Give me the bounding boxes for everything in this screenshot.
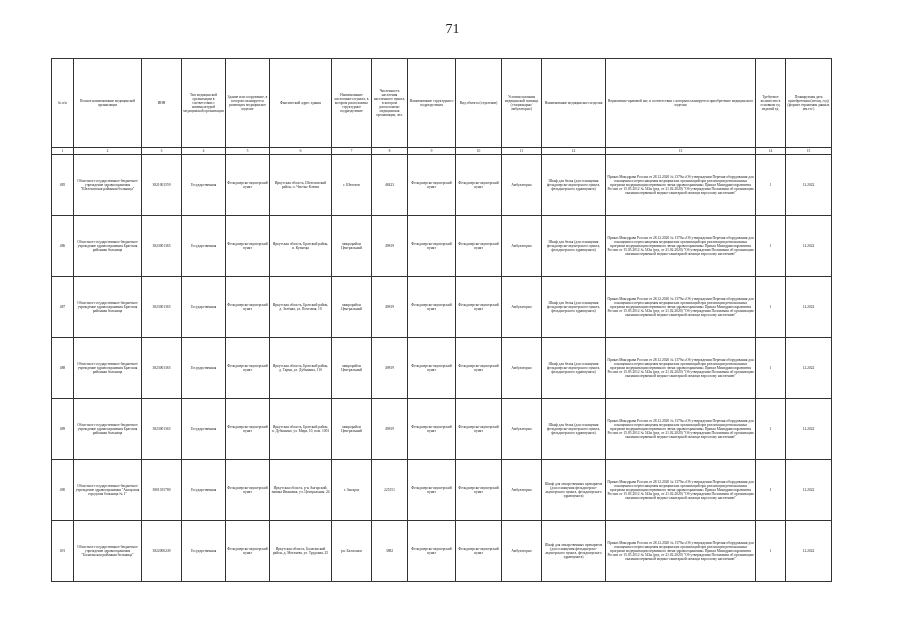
column-header: Требуемое количество в основном ед. изделий ед. [756,59,786,148]
cell-kind: Фельдшерско-акушерский пункт [456,216,502,277]
column-number: 14 [756,148,786,155]
cell-inn: 3821001559 [142,155,182,216]
cell-n: 490 [52,460,74,521]
column-header: № п/п [52,59,74,148]
cell-device: Шкаф для белья (для оснащения фельдшерско-акушерского пункта, фельдшерского здравпункта) [542,277,606,338]
cell-type: Государственная [182,460,226,521]
cell-type: Государственная [182,399,226,460]
cell-qty: 1 [756,460,786,521]
column-number-row [52,148,832,155]
cell-qty: 1 [756,521,786,582]
cell-settlement: рп. Балаганск [332,521,372,582]
cell-settlement: микрорайон Центральный [332,216,372,277]
header-row [52,59,832,148]
cell-unit: Фельдшерско-акушерский пункт [408,338,456,399]
cell-n: 486 [52,216,74,277]
cell-unit: Фельдшерско-акушерский пункт [408,460,456,521]
cell-act: Приказ Минздрава России от 28.12.2020 № 1379н «Об утверждении Перечня оборудования для оснащения и переоснащения медицинских организаций при реализации региональных программ модернизации первичного звена здравоохранения» Приказ Минздравсоцразвития России от 15.05.2012 № 543н (ред. от 21.02.2020) "Об утверждении Положения об организации оказания первичной медико-санитарной помощи взрослому населению" [606,460,756,521]
cell-org: Областное государственное бюджетное учреждение здравоохранения Братская районная больница [74,216,142,277]
cell-org: Областное государственное бюджетное учреждение здравоохранения "Шелеховская районная больница" [74,155,142,216]
cell-org: Областное государственное бюджетное учреждение здравоохранения "Балаганская районная больница" [74,521,142,582]
cell-qty: 1 [756,277,786,338]
column-number: 4 [182,148,226,155]
cell-date: 12.2022 [786,216,832,277]
cell-settlement: микрорайон Центральный [332,277,372,338]
column-header: Планируемая дата приобретения (месяц, год) (формат отражения данных мм.ггг.) [786,59,832,148]
cell-population: 49819 [372,399,408,460]
cell-org: Областное государственное бюджетное учреждение здравоохранения Братская районная больница [74,399,142,460]
table-row [52,338,832,399]
cell-cond: Амбулаторно [502,338,542,399]
column-number: 8 [372,148,408,155]
registry-table [51,58,832,582]
cell-settlement: микрорайон Центральный [332,399,372,460]
cell-population: 49819 [372,277,408,338]
cell-qty: 1 [756,399,786,460]
cell-cond: Амбулаторно [502,399,542,460]
cell-n: 491 [52,521,74,582]
cell-date: 12.2022 [786,399,832,460]
column-number: 15 [786,148,832,155]
cell-settlement: г. Ангарск [332,460,372,521]
cell-qty: 1 [756,216,786,277]
cell-address: Иркутская область, Братский район, п. Дубынино, ул. Мира, 10, пом. 1001 [270,399,332,460]
cell-unit: Фельдшерско-акушерский пункт [408,155,456,216]
cell-act: Приказ Минздрава России от 28.12.2020 № 1379н «Об утверждении Перечня оборудования для оснащения и переоснащения медицинских организаций при реализации региональных программ модернизации первичного звена здравоохранения» Приказ Минздравсоцразвития России от 15.05.2012 № 543н (ред. от 21.02.2020) "Об утверждении Положения об организации оказания первичной медико-санитарной помощи взрослому населению" [606,521,756,582]
cell-act: Приказ Минздрава России от 28.12.2020 № 1379н «Об утверждении Перечня оборудования для оснащения и переоснащения медицинских организаций при реализации региональных программ модернизации первичного звена здравоохранения» Приказ Минздравсоцразвития России от 15.05.2012 № 543н (ред. от 21.02.2020) "Об утверждении Положения об организации оказания первичной медико-санитарной помощи взрослому населению" [606,277,756,338]
table-row [52,521,832,582]
cell-act: Приказ Минздрава России от 28.12.2020 № 1379н «Об утверждении Перечня оборудования для оснащения и переоснащения медицинских организаций при реализации региональных программ модернизации первичного звена здравоохранения» Приказ Минздравсоцразвития России от 15.05.2012 № 543н (ред. от 21.02.2020) "Об утверждении Положения об организации оказания первичной медико-санитарной помощи взрослому населению" [606,216,756,277]
column-number: 10 [456,148,502,155]
cell-org: Областное государственное бюджетное учреждение здравоохранения "Ангарская городская больница № 1" [74,460,142,521]
cell-kind: Фельдшерско-акушерский пункт [456,399,502,460]
column-header: Наименование медицинского изделия [542,59,606,148]
cell-cond: Амбулаторно [502,277,542,338]
page-number: 71 [445,22,460,37]
cell-building: Фельдшерско-акушерский пункт [226,399,270,460]
cell-unit: Фельдшерско-акушерский пункт [408,399,456,460]
cell-inn: 3823001365 [142,277,182,338]
table-row [52,155,832,216]
column-header: Наименование структурного подразделения [408,59,456,148]
column-number: 6 [270,148,332,155]
cell-unit: Фельдшерско-акушерский пункт [408,521,456,582]
column-header: Наименование населенного пункта, в котором расположено структурное подразделение [332,59,372,148]
cell-date: 12.2022 [786,277,832,338]
cell-building: Фельдшерско-акушерский пункт [226,155,270,216]
cell-kind: Фельдшерско-акушерский пункт [456,155,502,216]
cell-act: Приказ Минздрава России от 28.12.2020 № 1379н «Об утверждении Перечня оборудования для оснащения и переоснащения медицинских организаций при реализации региональных программ модернизации первичного звена здравоохранения» Приказ Минздравсоцразвития России от 15.05.2012 № 543н (ред. от 21.02.2020) "Об утверждении Положения об организации оказания первичной медико-санитарной помощи взрослому населению" [606,155,756,216]
table-row [52,460,832,521]
cell-kind: Фельдшерско-акушерский пункт [456,521,502,582]
cell-building: Фельдшерско-акушерский пункт [226,460,270,521]
cell-address: Иркутская область, Шелеховский район, п. Чистые Ключи [270,155,332,216]
column-header: Тип медицинской организации в соответствии с номенклатурой медицинской организации [182,59,226,148]
cell-address: Иркутская область, Балаганский район, д. Метляева, ул. Трудовая, 25 [270,521,332,582]
cell-qty: 1 [756,338,786,399]
column-header: Нормативно-правовой акт, в соответствии с которым планируется приобретение медицинского изделия [606,59,756,148]
table-row [52,277,832,338]
cell-date: 12.2022 [786,460,832,521]
cell-kind: Фельдшерско-акушерский пункт [456,338,502,399]
cell-settlement: г. Шелехов [332,155,372,216]
column-number: 3 [142,148,182,155]
cell-population: 48423 [372,155,408,216]
cell-device: Шкаф для белья (для оснащения фельдшерско-акушерского пункта, фельдшерского здравпункта) [542,338,606,399]
column-number: 5 [226,148,270,155]
cell-cond: Амбулаторно [502,521,542,582]
cell-unit: Фельдшерско-акушерский пункт [408,216,456,277]
column-number: 1 [52,148,74,155]
cell-device: Шкаф для белья (для оснащения фельдшерско-акушерского пункта, фельдшерского здравпункта) [542,216,606,277]
cell-type: Государственная [182,155,226,216]
cell-type: Государственная [182,216,226,277]
cell-type: Государственная [182,521,226,582]
column-header: Здание или сооружение, в котором планируется размещать медицинское изделие [226,59,270,148]
cell-type: Государственная [182,338,226,399]
column-header: Численность населения населенного пункта, в котором расположено медицинская организация, чел. [372,59,408,148]
cell-building: Фельдшерско-акушерский пункт [226,277,270,338]
cell-act: Приказ Минздрава России от 28.12.2020 № 1379н «Об утверждении Перечня оборудования для оснащения и переоснащения медицинских организаций при реализации региональных программ модернизации первичного звена здравоохранения» Приказ Минздравсоцразвития России от 15.05.2012 № 543н (ред. от 21.02.2020) "Об утверждении Положения об организации оказания первичной медико-санитарной помощи взрослому населению" [606,338,756,399]
cell-address: Иркутская область, р-н Ангарский, заимка Ивановка, ул. Центральная, 24 [270,460,332,521]
column-header: ИНН [142,59,182,148]
column-number: 13 [606,148,756,155]
cell-act: Приказ Минздрава России от 28.12.2020 № 1379н «Об утверждении Перечня оборудования для оснащения и переоснащения медицинских организаций при реализации региональных программ модернизации первичного звена здравоохранения» Приказ Минздравсоцразвития России от 15.05.2012 № 543н (ред. от 21.02.2020) "Об утверждении Положения об организации оказания первичной медико-санитарной помощи взрослому населению" [606,399,756,460]
column-number: 2 [74,148,142,155]
cell-kind: Фельдшерско-акушерский пункт [456,277,502,338]
cell-org: Областное государственное бюджетное учреждение здравоохранения Братская районная больница [74,338,142,399]
cell-n: 488 [52,338,74,399]
column-number: 11 [502,148,542,155]
cell-date: 12.2022 [786,521,832,582]
cell-inn: 3822000249 [142,521,182,582]
cell-address: Иркутская область, Братский район, д. Тарма, ул. Дубынина, 11б [270,338,332,399]
cell-inn: 3823001365 [142,216,182,277]
cell-inn: 3823001365 [142,338,182,399]
column-header: Фактический адрес здания [270,59,332,148]
cell-address: Иркутская область, Братский район, д. Зелёная, ул. Почтовая, 10 [270,277,332,338]
cell-cond: Амбулаторно [502,216,542,277]
cell-population: 3882 [372,521,408,582]
cell-address: Иркутская область, Братский район, п. Кузнецы [270,216,332,277]
cell-qty: 1 [756,155,786,216]
cell-date: 12.2022 [786,338,832,399]
cell-n: 485 [52,155,74,216]
cell-n: 487 [52,277,74,338]
column-number: 7 [332,148,372,155]
cell-device: Шкаф для белья (для оснащения фельдшерско-акушерского пункта, фельдшерского здравпункта) [542,399,606,460]
table-row [52,399,832,460]
cell-kind: Фельдшерско-акушерский пункт [456,460,502,521]
cell-device: Шкаф для лекарственных препаратов (для оснащения фельдшерско-акушерского пункта, фельдшерского здравпункта) [542,460,606,521]
column-number: 9 [408,148,456,155]
column-header: Полное наименование медицинской организации [74,59,142,148]
cell-population: 49819 [372,216,408,277]
column-number: 12 [542,148,606,155]
cell-org: Областное государственное бюджетное учреждение здравоохранения Братская районная больница [74,277,142,338]
cell-unit: Фельдшерско-акушерский пункт [408,277,456,338]
cell-device: Шкаф для белья (для оснащения фельдшерско-акушерского пункта, фельдшерского здравпункта) [542,155,606,216]
cell-device: Шкаф для лекарственных препаратов (для оснащения фельдшерско-акушерского пункта, фельдшерского здравпункта) [542,521,606,582]
cell-building: Фельдшерско-акушерский пункт [226,521,270,582]
cell-inn: 3823001365 [142,399,182,460]
table-row [52,216,832,277]
cell-settlement: микрорайон Центральный [332,338,372,399]
cell-population: 225151 [372,460,408,521]
cell-building: Фельдшерско-акушерский пункт [226,216,270,277]
cell-cond: Амбулаторно [502,155,542,216]
column-header: Вид объекта (отделение) [456,59,502,148]
cell-building: Фельдшерско-акушерский пункт [226,338,270,399]
cell-type: Государственная [182,277,226,338]
cell-population: 49819 [372,338,408,399]
cell-n: 489 [52,399,74,460]
cell-inn: 3801015780 [142,460,182,521]
column-header: Условия оказания медицинской помощи (стационарно/амбулаторно) [502,59,542,148]
cell-cond: Амбулаторно [502,460,542,521]
cell-date: 12.2022 [786,155,832,216]
